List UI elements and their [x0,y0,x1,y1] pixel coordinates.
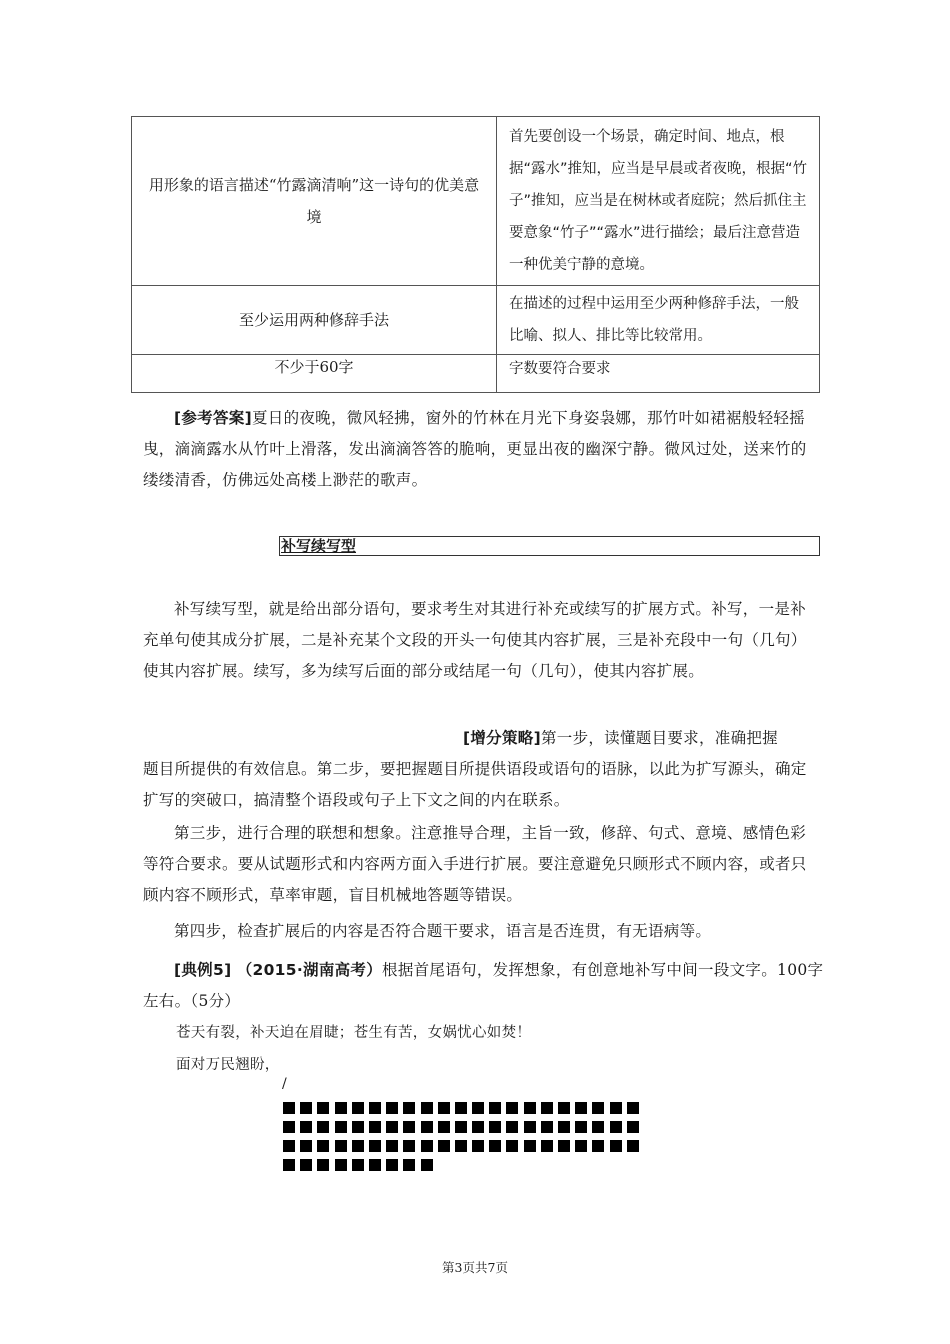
answer-blank-square [489,1102,501,1114]
answer-blank-square [438,1121,450,1133]
table-cell-explanation: 字数要符合要求 [497,355,820,393]
page-footer: 第3页共7页 [442,1260,508,1275]
answer-blank-square [386,1159,398,1171]
answer-blank-square [283,1159,295,1171]
answer-blank-square [489,1140,501,1152]
answer-blank-square [438,1102,450,1114]
answer-blank-square [300,1159,312,1171]
answer-blank-square [352,1102,364,1114]
answer-blank-square [610,1140,622,1152]
answer-blank-square [592,1102,604,1114]
answer-blank-square [592,1121,604,1133]
answer-blank-square [558,1102,570,1114]
table-row [132,117,820,286]
answer-blank-square [455,1121,467,1133]
answer-blank-square [421,1159,433,1171]
answer-blank-square [283,1140,295,1152]
table-cell-explanation: 在描述的过程中运用至少两种修辞手法，一般比喻、拟人、排比等比较常用。 [497,286,820,355]
answer-blank-row [283,1121,813,1133]
answer-blank-square [455,1140,467,1152]
example-second-line: 面对万民翘盼， [176,1057,280,1073]
answer-blank-square [506,1121,518,1133]
answer-blank-square [506,1140,518,1152]
requirements-table [131,116,820,393]
example-source: （2015·湖南高考） [236,961,383,979]
strategy-label: [增分策略] [463,729,541,747]
answer-blank-square [403,1140,415,1152]
answer-blank-square [627,1102,639,1114]
answer-blank-square [575,1140,587,1152]
answer-blank-square [352,1121,364,1133]
reference-answer-label: [参考答案] [174,409,252,427]
answer-blank-square [541,1102,553,1114]
table-cell-requirement: 用形象的语言描述“竹露滴清响”这一诗句的优美意境 [132,117,497,286]
intro-paragraph: 补写续写型，就是给出部分语句，要求考生对其进行补充或续写的扩展方式。补写，一是补充单句使其成分扩展，二是补充某个文段的开头一句使其内容扩展，三是补充段中一句（几句）使其内容扩展。续写，多为续写后面的部分或结尾一句（几句），使其内容扩展。 [143,600,807,680]
answer-blank-square [335,1159,347,1171]
answer-blank-square [335,1140,347,1152]
answer-blank-square [317,1102,329,1114]
answer-blank-square [421,1121,433,1133]
strategy-step3: 第三步，进行合理的联想和想象。注意推导合理，主旨一致，修辞、句式、意境、感情色彩等符合要求。要从试题形式和内容两方面入手进行扩展。要注意避免只顾形式不顾内容，或者只顾内容不顾形式，草率审题，盲目机械地答题等错误。 [143,824,807,904]
answer-blank-square [524,1102,536,1114]
answer-blank-square [283,1121,295,1133]
answer-blank-square [300,1140,312,1152]
strategy-first-line [463,723,823,754]
answer-blank-square [403,1121,415,1133]
answer-blank-square [472,1140,484,1152]
answer-blank-square [610,1102,622,1114]
strategy-step1-start: 第一步，读懂题目要求，准确把握 [540,729,778,747]
answer-blank-square [610,1121,622,1133]
answer-blank-square [317,1140,329,1152]
answer-blank-square [369,1140,381,1152]
answer-blank-row [283,1102,813,1114]
answer-blank-square [386,1140,398,1152]
answer-blank-square [369,1159,381,1171]
answer-blank-square [558,1140,570,1152]
answer-blank-square [352,1140,364,1152]
answer-blank-square [541,1140,553,1152]
section-heading-box [279,536,820,556]
answer-blank-square [575,1121,587,1133]
reference-answer-paragraph [143,403,813,496]
answer-blank-square [335,1102,347,1114]
answer-blank-square [627,1140,639,1152]
table-row [132,355,820,393]
reference-answer-text: 夏日的夜晚，微风轻拂，窗外的竹林在月光下身姿袅娜，那竹叶如裙裾般轻轻摇曳，滴滴露水从竹叶上滑落，发出滴滴答答的脆响，更显出夜的幽深宁静。微风过处，送来竹的缕缕清香，仿佛远处高楼上渺茫的歌声。 [143,409,807,489]
example-question [143,955,833,1017]
answer-blank-square [541,1121,553,1133]
answer-blank-row [283,1140,813,1152]
answer-blank-squares [283,1102,813,1171]
answer-blank-square [592,1140,604,1152]
answer-blank-square [386,1121,398,1133]
answer-blank-square [627,1121,639,1133]
table-cell-explanation: 首先要创设一个场景，确定时间、地点，根据“露水”推知，应当是早晨或者夜晚，根据“竹子”推知，应当是在树林或者庭院；然后抓住主要意象“竹子”“露水”进行描绘；最后注意营造一种优美宁静的意境。 [497,117,820,286]
answer-blank-square [403,1102,415,1114]
answer-blank-square [369,1102,381,1114]
answer-blank-square [317,1159,329,1171]
answer-blank-square [335,1121,347,1133]
answer-blank-square [369,1121,381,1133]
answer-blank-square [455,1102,467,1114]
answer-blank-square [506,1102,518,1114]
table-row [132,286,820,355]
answer-blank-square [421,1102,433,1114]
table-cell-requirement: 不少于60字 [132,355,497,393]
table-cell-requirement: 至少运用两种修辞手法 [132,286,497,355]
answer-blank-square [403,1159,415,1171]
answer-blank-square [300,1102,312,1114]
example-question-text: 根据首尾语句，发挥想象，有创意地补写中间一段文字。100字左右。（5分） [143,961,824,1010]
answer-blank-square [317,1121,329,1133]
answer-blank-square [300,1121,312,1133]
example-label: [典例5] [174,961,232,979]
answer-blank-square [438,1140,450,1152]
strategy-step4: 第四步，检查扩展后的内容是否符合题干要求，语言是否连贯，有无语病等。 [174,922,712,940]
answer-blank-row [283,1159,813,1171]
answer-blank-square [524,1140,536,1152]
blank-marker: / [282,1076,288,1092]
answer-blank-square [575,1102,587,1114]
answer-blank-square [524,1121,536,1133]
answer-blank-square [386,1102,398,1114]
answer-blank-square [283,1102,295,1114]
example-first-line: 苍天有裂，补天迫在眉睫；苍生有苦，女娲忧心如焚！ [176,1025,532,1041]
answer-blank-square [489,1121,501,1133]
section-heading: 补写续写型 [281,537,357,555]
answer-blank-square [421,1140,433,1152]
strategy-step1-rest: 题目所提供的有效信息。第二步，要把握题目所提供语段或语句的语脉，以此为扩写源头，确定扩写的突破口，搞清整个语段或句子上下文之间的内在联系。 [143,760,807,809]
answer-blank-square [472,1121,484,1133]
answer-blank-square [558,1121,570,1133]
answer-blank-square [352,1159,364,1171]
answer-blank-square [472,1102,484,1114]
